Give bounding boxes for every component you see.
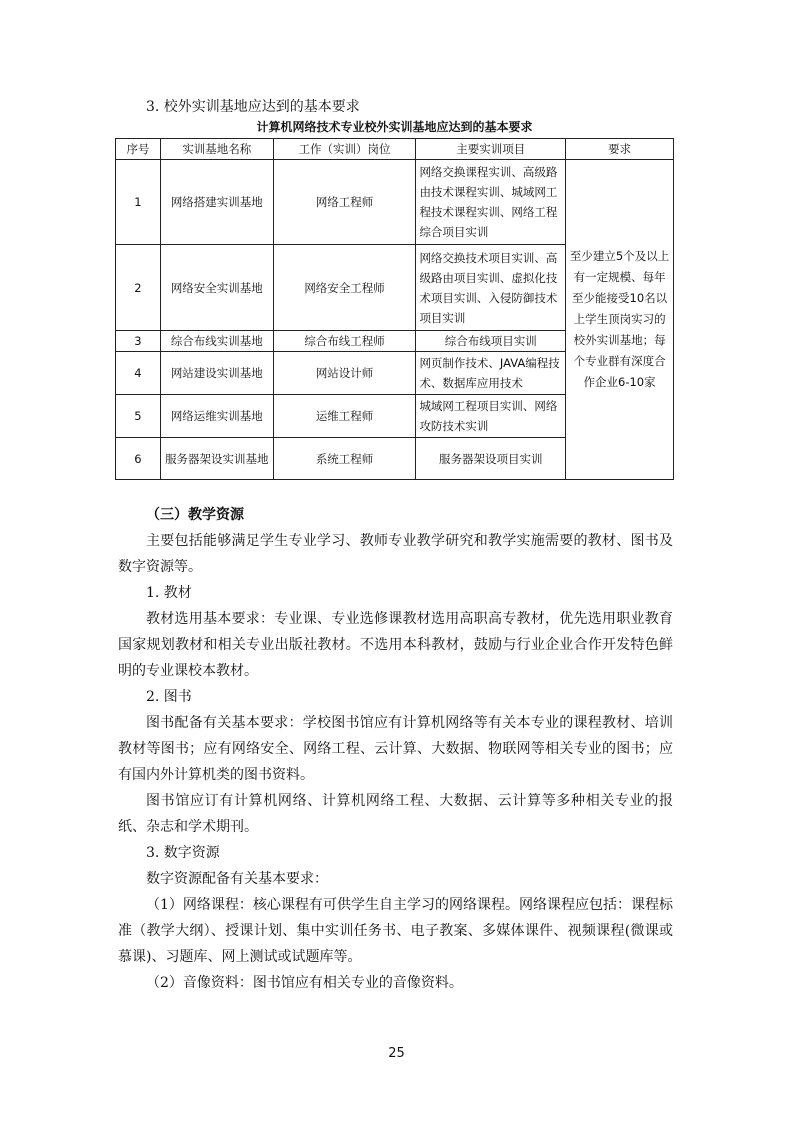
cell-name: 服务器架设实训基地: [160, 438, 273, 480]
training-base-table: [115, 138, 674, 480]
header-cell-name: 实训基地名称: [160, 139, 273, 160]
table-caption: 计算机网络技术专业校外实训基地应达到的基本要求: [256, 120, 533, 134]
cell-project: 城域网工程项目实训、网络攻防技术实训: [416, 395, 566, 438]
paragraph: 数字资源配备有关基本要求：: [146, 871, 328, 887]
cell-no: 6: [116, 438, 161, 480]
cell-name: 网站建设实训基地: [160, 352, 273, 395]
subheading: 1. 教材: [146, 585, 192, 601]
header-cell-project: 主要实训项目: [416, 139, 566, 160]
table-row: [116, 160, 674, 245]
subheading: 2. 图书: [146, 689, 192, 705]
cell-name: 综合布线实训基地: [160, 331, 273, 352]
table-header-row: [116, 139, 674, 160]
header-cell-no: 序号: [116, 139, 161, 160]
cell-project: 网络交换技术项目实训、高级路由项目实训、虚拟化技术项目实训、入侵防御技术项目实训: [416, 245, 566, 331]
paragraph: 图书配备有关基本要求：学校图书馆应有计算机网络等有关本专业的课程教材、培训教材等图书；应有网络安全、网络工程、云计算、大数据、物联网等相关专业的图书；应有国内外计算机类的图书资料。: [118, 715, 673, 783]
paragraph: （1）网络课程：核心课程有可供学生自主学习的网络课程。网络课程应包括：课程标准（教学大纲）、授课计划、集中实训任务书、电子教案、多媒体课件、视频课程(微课或慕课)、习题库、网上测试或试题库等。: [118, 897, 673, 965]
cell-project: 网页制作技术、JAVA编程技术、数据库应用技术: [416, 352, 566, 395]
section-title: （三）教学资源: [146, 507, 244, 523]
cell-post: 网络工程师: [273, 160, 416, 245]
cell-post: 综合布线工程师: [273, 331, 416, 352]
cell-post: 运维工程师: [273, 395, 416, 438]
subsection-heading: 3. 校外实训基地应达到的基本要求: [146, 99, 360, 115]
paragraph: 教材选用基本要求：专业课、专业选修课教材选用高职高专教材，优先选用职业教育国家规划教材和相关专业出版社教材。不选用本科教材，鼓励与行业企业合作开发特色鲜明的专业课校本教材。: [118, 611, 673, 679]
cell-project: 网络交换课程实训、高级路由技术课程实训、城域网工程技术课程实训、网络工程综合项目实训: [416, 160, 566, 245]
header-cell-post: 工作（实训）岗位: [273, 139, 416, 160]
body-text: [118, 528, 673, 996]
cell-post: 网络安全工程师: [273, 245, 416, 331]
cell-name: 网络安全实训基地: [160, 245, 273, 331]
cell-project: 综合布线项目实训: [416, 331, 566, 352]
cell-name: 网络运维实训基地: [160, 395, 273, 438]
subheading: 3. 数字资源: [146, 845, 220, 861]
page-number: 25: [388, 1046, 405, 1061]
cell-no: 4: [116, 352, 161, 395]
paragraph: 主要包括能够满足学生专业学习、教师专业教学研究和教学实施需要的教材、图书及数字资源等。: [118, 533, 673, 575]
cell-post: 系统工程师: [273, 438, 416, 480]
cell-post: 网站设计师: [273, 352, 416, 395]
paragraph: （2）音像资料：图书馆应有相关专业的音像资料。: [146, 975, 463, 991]
cell-no: 2: [116, 245, 161, 331]
cell-no: 5: [116, 395, 161, 438]
paragraph: 图书馆应订有计算机网络、计算机网络工程、大数据、云计算等多种相关专业的报纸、杂志和学术期刊。: [118, 793, 673, 835]
cell-no: 3: [116, 331, 161, 352]
cell-name: 网络搭建实训基地: [160, 160, 273, 245]
cell-requirement: 至少建立5个及以上有一定规模、每年至少能接受10名以上学生顶岗实习的校外实训基地；每个专业群有深度合作企业6-10家: [566, 160, 674, 480]
cell-project: 服务器架设项目实训: [416, 438, 566, 480]
cell-no: 1: [116, 160, 161, 245]
header-cell-requirement: 要求: [566, 139, 674, 160]
